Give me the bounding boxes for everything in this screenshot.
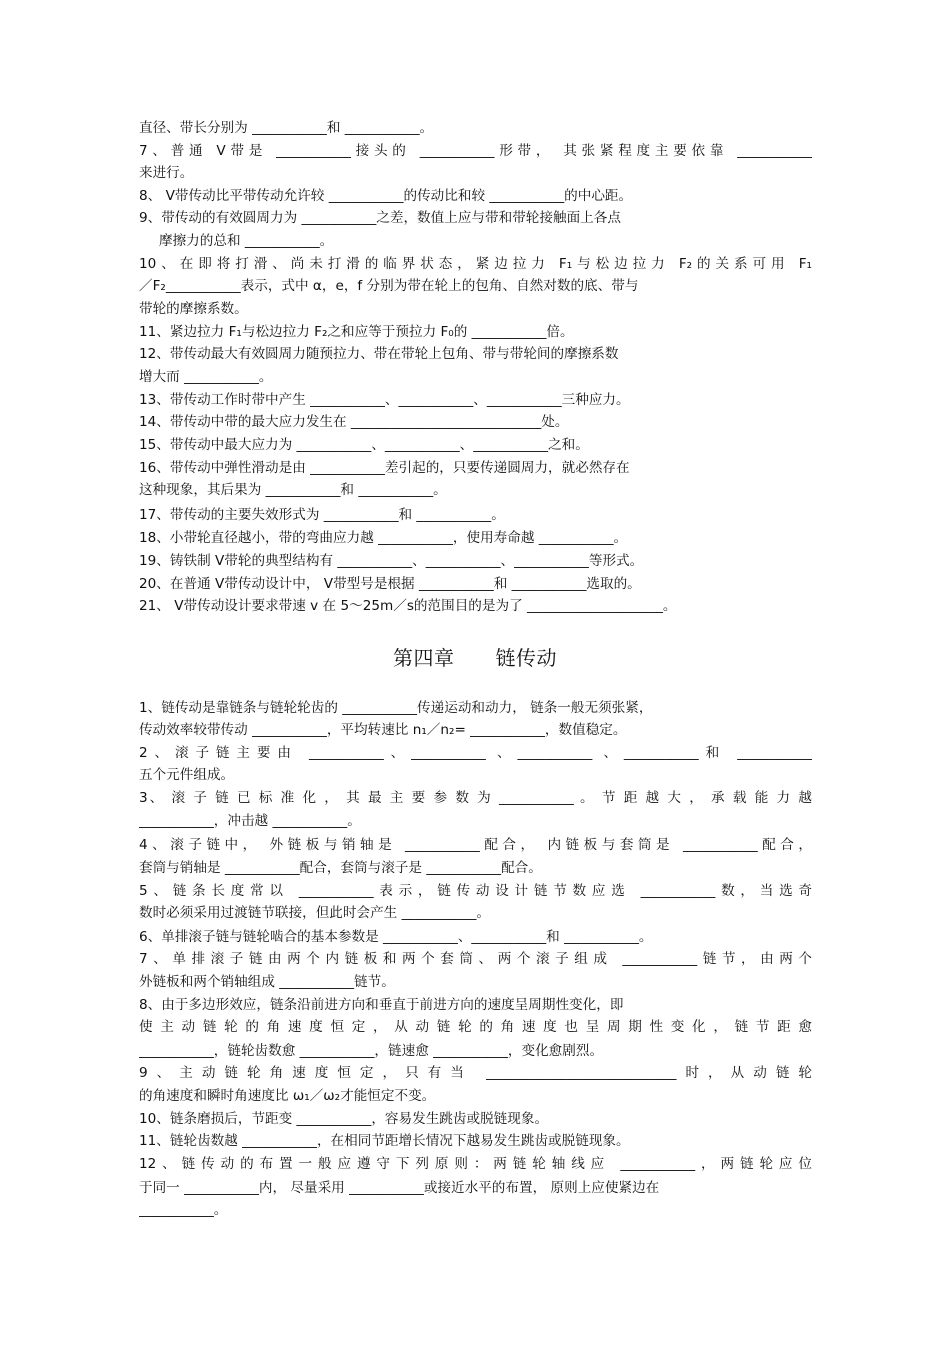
text-line: 的角速度和瞬时角速度比 ω₁／ω₂才能恒定不变。 <box>139 1088 436 1104</box>
text-line: 7、单排滚子链由两个内链板和两个套筒、两个滚子组成 ___________链节，由两个 <box>139 951 812 967</box>
text-line: 12、链传动的布置一般应遵守下列原则：两链轮轴线应 ___________，两链轮应位 <box>139 1156 812 1172</box>
text-line: 10、链条磨损后，节距变 ___________，容易发生跳齿或脱链现象。 <box>139 1111 549 1127</box>
text-line: 9、带传动的有效圆周力为 ___________之差，数值上应与带和带轮接触面上各点 <box>139 210 621 226</box>
text-line: 4、滚子链中， 外链板与销轴是 ___________配合， 内链板与套筒是 ___________配合， <box>139 837 812 853</box>
text-line: 9、主动链轮角速度恒定，只有当 ____________________________时，从动链轮 <box>139 1065 812 1081</box>
text-line: 直径、带长分别为 ___________和 ___________。 <box>139 120 434 136</box>
text-line: 19、铸铁制 V带轮的典型结构有 ___________、___________、___________等形式。 <box>139 553 644 569</box>
text-line: 8、由于多边形效应，链条沿前进方向和垂直于前进方向的速度呈周期性变化，即 <box>139 997 624 1013</box>
text-line: 11、链轮齿数越 ___________，在相同节距增长情况下越易发生跳齿或脱链现象。 <box>139 1133 630 1149</box>
text-line: 15、带传动中最大应力为 ___________、___________、___________之和。 <box>139 437 589 453</box>
text-line: ／F₂___________表示，式中 α，e，f 分别为带在轮上的包角、自然对数的底、带与 <box>139 278 639 294</box>
text-line: 16、带传动中弹性滑动是由 ___________差引起的，只要传递圆周力，就必然存在 <box>139 460 630 476</box>
text-line: 18、小带轮直径越小，带的弯曲应力越 ___________，使用寿命越 ___________。 <box>139 530 628 546</box>
text-line: 1、链传动是靠链条与链轮轮齿的 ___________传递运动和动力， 链条一般无须张紧， <box>139 700 653 716</box>
text-line: 7、普通 V带是 ___________接头的 ___________形带， 其张紧程度主要依靠 ___________ <box>139 143 812 159</box>
text-line: 这种现象，其后果为 ___________和 ___________。 <box>139 482 447 498</box>
text-line: 2、滚子链主要由 ___________、___________ 、___________ 、___________和 ___________ <box>139 745 812 761</box>
text-line: 3、 滚 子 链 已 标 准 化 ， 其 最 主 要 参 数 为 ___________ 。 节 距 越 大 ， 承 载 能 力 越 <box>139 790 812 806</box>
text-line: ___________。 <box>139 1202 228 1218</box>
text-line: 于同一 ___________内， 尽量采用 ___________或接近水平的布置， 原则上应使紧边在 <box>139 1180 660 1196</box>
text-line: 6、单排滚子链与链轮啮合的基本参数是 ___________、___________和 ___________。 <box>139 929 653 945</box>
text-line: 13、带传动工作时带中产生 ___________、___________、___________三种应力。 <box>139 392 630 408</box>
text-line: 增大而 ___________。 <box>139 369 273 385</box>
text-line: ___________，冲击越 ___________。 <box>139 813 361 829</box>
text-line: 8、 V带传动比平带传动允许较 ___________的传动比和较 ___________的中心距。 <box>139 188 633 204</box>
text-line: 来进行。 <box>139 165 194 181</box>
text-line: 14、带传动中带的最大应力发生在 ____________________________处。 <box>139 414 569 430</box>
text-line: 10、在即将打滑、尚未打滑的临界状态，紧边拉力 F₁与松边拉力 F₂的关系可用 F₁ <box>139 256 812 272</box>
text-line: 套筒与销轴是 ___________配合，套筒与滚子是 ___________配合。 <box>139 860 542 876</box>
text-line: 摩擦力的总和 ___________。 <box>159 233 334 249</box>
text-line: 11、紧边拉力 F₁与松边拉力 F₂之和应等于预拉力 F₀的 ___________倍。 <box>139 324 574 340</box>
text-line: 外链板和两个销轴组成 ___________链节。 <box>139 974 395 990</box>
text-line: 带轮的摩擦系数。 <box>139 301 248 317</box>
text-line: 12、带传动最大有效圆周力随预拉力、带在带轮上包角、带与带轮间的摩擦系数 <box>139 346 619 362</box>
text-line: 传动效率较带传动 ___________，平均转速比 n₁／n₂= ___________，数值稳定。 <box>139 722 627 738</box>
text-line: 21、 V带传动设计要求带速 v 在 5～25m／s的范围目的是为了 ____________________。 <box>139 598 677 614</box>
text-line: 20、在普通 V带传动设计中， V带型号是根据 ___________和 ___________选取的。 <box>139 576 641 592</box>
text-line: ___________，链轮齿数愈 ___________，链速愈 ___________，变化愈剧烈。 <box>139 1043 604 1059</box>
text-line: 使 主 动 链 轮 的 角 速 度 恒 定 ， 从 动 链 轮 的 角 速 度 也 呈 周 期 性 变 化 ， 链 节 距 愈 <box>139 1019 812 1035</box>
text-line: 五个元件组成。 <box>139 767 235 783</box>
text-line: 5、链条长度常以 ___________表示，链传动设计链节数应选 ___________数，当选奇 <box>139 883 812 899</box>
text-line: 17、带传动的主要失效形式为 ___________和 ___________。 <box>139 507 505 523</box>
text-line: 数时必须采用过渡链节联接，但此时会产生 ___________。 <box>139 905 490 921</box>
chapter-title: 第四章 链传动 <box>393 646 557 670</box>
